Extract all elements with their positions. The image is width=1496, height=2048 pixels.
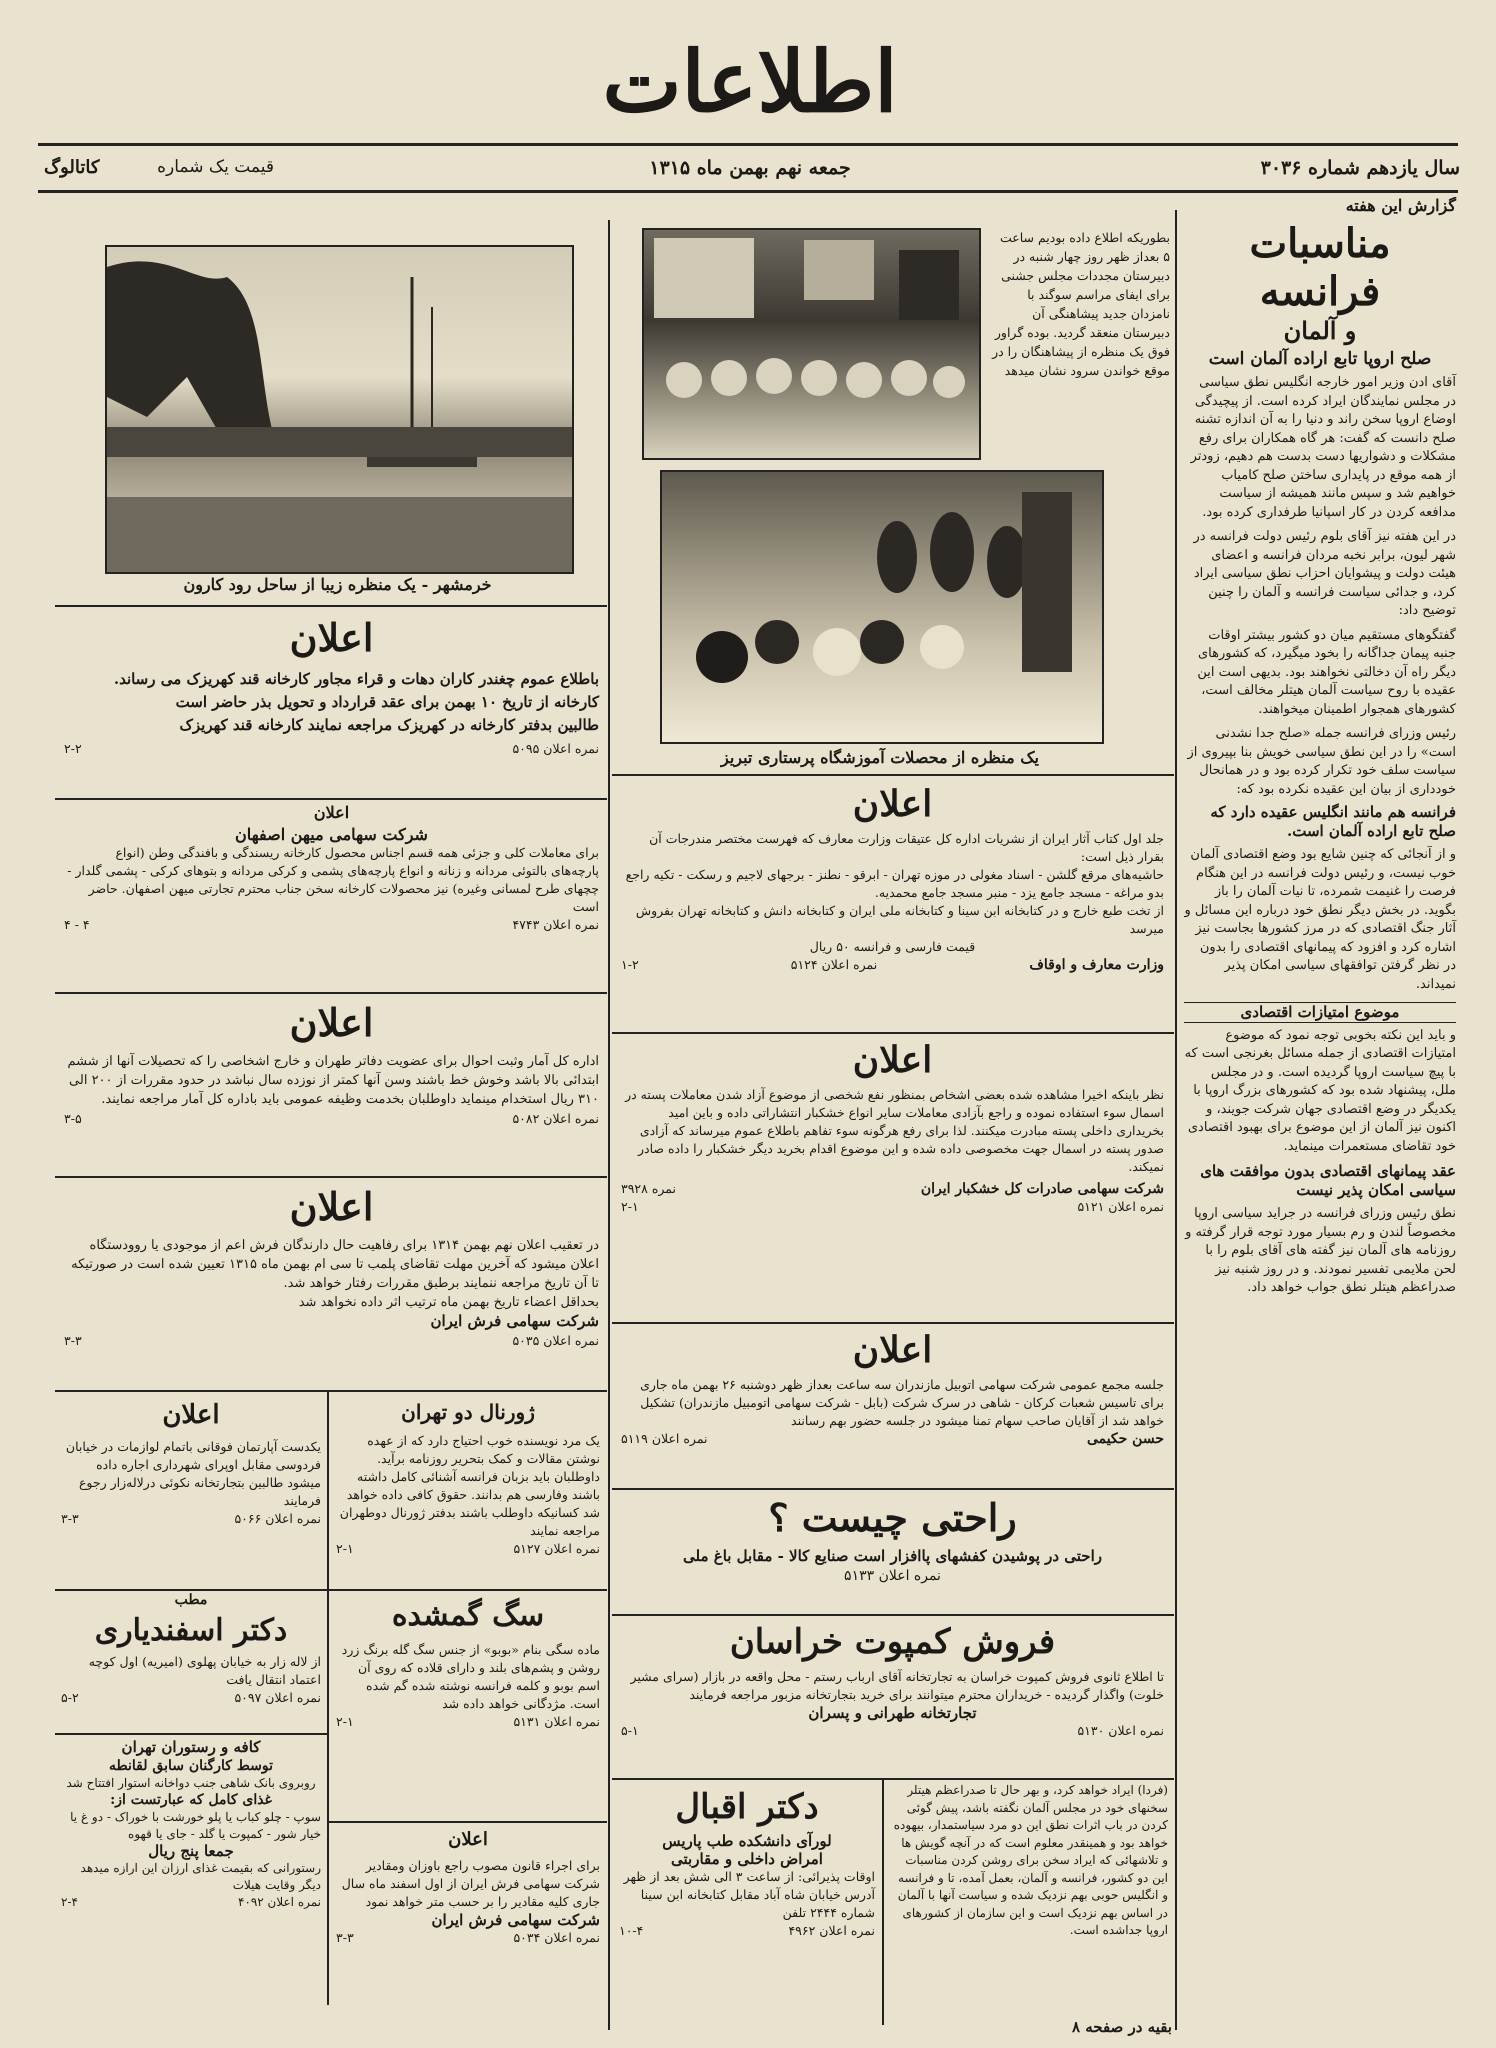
ad-dried-fruit-body: نظر باینکه اخیرا مشاهده شده بعضی اشخاص بمنظور نفع شخصی از موضوع آزاد شدن معاملات پسته در اسمال سوء استفاده نموده و راجع بآزادی معاملات سایر انواع خشکبار انتشاراتی داده و باین امید بخریداری داخلی پسته مبادرت میکنند. لذا برای رفع هرگونه سوء تفاهم باطلاع عموم میرساند که آزادی صدور پسته در اسمال جهت مخصوصی داده شده و این موضوع اقدام بخرید دیگر خشکبار را داده صادر نمیکند. [625,1087,1164,1174]
ad-comfort-ref: نمره اعلان ۵۱۳۳ [844,1568,941,1584]
ad-doctor-esfandiari-body: از لاله زار به خیابان پهلوی (امیریه) اول کوچه اعتماد انتقال یافت [88,1654,321,1687]
ad-farsh-title: اعلان [289,1184,374,1229]
ad-journal-tehran-title: ژورنال دو تهران [401,1400,535,1424]
ad-census-body: اداره کل آمار وثبت احوال برای عضویت دفاتر طهران و خارج اشخاصی را که تحصیلات آنها از ششم ابتدائی بالا باشد وخوش خط باشند وسن آنها کمتر از نوزده سال نباشد در حدود مقررات از ۲۰۰ الی ۳۱۰ ریال استخدام مینماید داوطلبان بخدمت وظیفه عمومی باید باداره کل آمار مراجعه نمایند. [67,1054,599,1107]
ad-kahrizak-code: ۲-۲ [64,741,82,756]
ad-antiquities [615,778,1170,1030]
ad-doctor-eqbal-phone: شماره ۲۴۴۴ تلفن [782,1905,875,1920]
price-note: کاتالوگ [44,157,100,178]
ad-lost-dog-code: ۲-۱ [336,1714,354,1729]
ad-farsh-body: در تعقیب اعلان نهم بهمن ۱۳۱۴ برای رفاهیت حال دارندگان فرش اعم از موجودی یا روودستگاه اعلان میشود که آخرین مهلت تقاضای پلمب تا سی ام بهمن ماه ۱۳۱۵ تعیین شده است در صورتیکه تا آن تاریخ مراجعه ننمایند برطبق مقررات رفتار خواهد شد. [71,1238,599,1291]
ad-bus-signer: حسن حکیمی [1086,1431,1164,1447]
khorramshahr-caption: خرمشهر - یک منظره زیبا از ساحل رود کارون [183,575,492,594]
report-bold-quote: فرانسه هم مانند انگلیس عقیده دارد که صلح تابع اراده آلمان است. [1210,803,1456,840]
report-bold-line: عقد پیمانهای اقتصادی بدون موافقت های سیاسی امکان پذیر نیست [1200,1162,1456,1199]
ad-carpet-law-company: شرکت سهامی فرش ایران [431,1911,600,1929]
ad-doctor-eqbal-ref: نمره اعلان ۴۹۶۲ [788,1923,875,1938]
ad-carpet-law-body: برای اجراء قانون مصوب راجع باوزان ومقادیر شرکت سهامی فرش ایران از اول اسفند ماه سال جاری کلیه مقادیر را بر حسب متر خواهد نمود [341,1858,600,1909]
ad-cafe-title: کافه و رستوران تهران [121,1738,261,1756]
ad-compote-code: ۵-۱ [621,1723,639,1738]
ad-bus [615,1324,1170,1486]
ad-comfort-body: راحتی در پوشیدن کفشهای پاافزار است صنایع کالا - مقابل باغ ملی [683,1547,1102,1565]
ad-dried-fruit-company: شرکت سهامی صادرات کل خشکبار ایران [920,1181,1164,1197]
report-body-3: رئیس وزرای فرانسه جمله «صلح جدا نشدنی است» را در این نطق سیاسی خویش بنا بپیروی از سیاست سلف خود تکرار کرده بود و در همانحال خودداری از بیان این عقیده نکرده بود که: [1187,726,1456,797]
ad-kahrizak-title: اعلان [289,615,374,660]
ad-isfahan-code: ۴ - ۴ [64,917,90,932]
ad-isfahan-body: برای معاملات کلی و جزئی همه قسم اجناس محصول کارخانه ریسندگی و بافندگی وطن (انواع پارچه‌های بالتوئی مردانه و زنانه و انواع پارچه‌های پشمی و کرکی مردانه و بتوهای کرکی - پشمی گلدار - چچهای طرح لمسانی وغیره) نیز محصولات کارخانه سخن جناب محترم تجارتی میهن اصفهان. حاضر است [67,845,599,914]
ad-antiquities-price: قیمت فارسی و فرانسه ۵۰ ریال [809,939,976,954]
ad-bus-ref: نمره اعلان ۵۱۱۹ [621,1431,708,1446]
ad-lost-dog-ref: نمره اعلان ۵۱۳۱ [513,1714,600,1729]
ad-doctor-esfandiari-kicker: مطب [174,1592,208,1608]
ad-journal-tehran-body: یک مرد نویسنده خوب احتیاج دارد که از عهده نوشتن مقالات و کمک بتحریر روزنامه برآید. داوطلبان باید بزبان فرانسه آشنائی کامل داشته باشند وفارسی هم بدانند. حقوق کافی داده خواهد شد کسانیکه داوطلب باشند بدفتر ژورنال دوطهران مراجعه نمایند [339,1433,600,1538]
report-body-5: و باید این نکته بخوبی توجه نمود که موضوع امتیازات اقتصادی از جمله مسائل بغرنجی است که با پیچ سیاست اروپا گردیده است. و در مجلس ملل، پیشنهاد شده بود که کشورهای بزرگ اروپا با یکدیگر در وضع اقتصادی جهان شرکت جویند، و اکنون نیز آلمان از این موضوع برای بهبود اقتصادی خود تقاضای مستعمرات مینماید. [1184,1027,1456,1154]
tabriz-image [662,472,1102,742]
ad-kahrizak [58,608,605,796]
scouts-caption: بطوریکه اطلاع داده بودیم ساعت ۵ بعداز ظهر روز چهار شنبه در دبیرستان مجددات مجلس جشنی برای ایفای مراسم سوگند با نامزدان جدید پیشاهنگی آن دبیرستان منعقد گردید. بوده گراور فوق یک منظره از پیشاهنگان را در موقع خواندن سرود نشان میدهد [992,230,1170,378]
report-body-4: و از آنجائی که چنین شایع بود وضع اقتصادی آلمان خوب نیست، و رئیس دولت فرانسه در این هنگام فرصت را غنیمت شمرده، تا نیات آلمان را باز بگوید. در بخش دیگر نطق خود درباره این مسائل و آثار جنگ اقتصادی که در مرز کشورها بجاست نیز اشاره کرد و افزود که پیمانهای اقتصادی را بدون در نظر گرفتن توافقهای سیاسی امکان پذیر نمیداند. [1184,847,1456,992]
ad-lost-dog [331,1591,605,1819]
ad-doctor-eqbal [615,1782,879,2022]
ad-compote-body: تا اطلاع ثانوی فروش کمپوت خراسان به تجارتخانه آقای ارباب رستم - محل واقعه در بازار (سرای مشیر خلوت) واگذار گردیده - خریداران محترم میتوانند برای خرید بتجارتخانه مزبور مراجعه فرمایند [630,1669,1164,1702]
ad-lost-dog-body: ماده سگی بنام «بوبو» از جنس سگ گله برنگ زرد روشن و پشم‌های بلند و دارای قلاده که روی آن اسم بوبو و کلمه فرانسه نوشته شده گم شده است. مژدگانی خواهد داده شد [341,1642,600,1711]
ad-kahrizak-line-3: طالبین بدفتر کارخانه در کهریزک مراجعه نمایند کارخانه قند کهریزک [179,716,599,734]
ad-doctor-esfandiari-ref: نمره اعلان ۵۰۹۷ [234,1690,321,1705]
ad-doctor-eqbal-name: دکتر اقبال [675,1787,819,1827]
ad-apartment-code: ۳-۳ [61,1511,79,1526]
ad-antiquities-ref: نمره اعلان ۵۱۲۴ [790,957,878,972]
ad-journal-tehran [331,1392,605,1587]
ad-doctor-eqbal-address: آدرس خیابان شاه آباد مقابل کتابخانه ابن سینا [640,1887,875,1902]
scouts-image [644,230,979,458]
ad-apartment-body: یکدست آپارتمان فوقانی باتمام لوازمات در خیابان فردوسی مقابل اوپرای شهرداری اجاره داده میشود طالبین بتجارتخانه نکوئی درلاله‌زار رجوع فرمایند [65,1439,321,1508]
ad-journal-tehran-ref: نمره اعلان ۵۱۲۷ [513,1541,600,1556]
ad-cafe-line-2: غذای کامل که عبارتست از: [110,1792,272,1808]
photo-scouts [642,228,981,460]
ad-cafe [56,1736,326,2036]
ad-farsh-company: شرکت سهامی فرش ایران [430,1312,599,1330]
ad-antiquities-title: اعلان [852,783,933,825]
single-issue-price: قیمت یک شماره [157,157,274,177]
ad-apartment [56,1392,326,1587]
ad-isfahan-ref: نمره اعلان ۴۷۴۳ [512,917,599,932]
ad-dried-fruit [615,1034,1170,1320]
ad-cafe-line-3: سوپ - چلو کباب یا پلو خورشت با خوراک - دو غ یا خیار شور - کمپوت یا گلد - جای یا قهوه [70,1810,321,1841]
ad-isfahan [58,800,605,990]
masthead-title: اطلاعات [602,32,898,131]
ad-doctor-esfandiari-code: ۵-۲ [61,1690,79,1705]
ad-doctor-eqbal-code: ۱۰-۴ [619,1923,644,1938]
ad-census [58,994,605,1174]
ad-census-title: اعلان [289,1000,374,1045]
ad-bus-body: جلسه مجمع عمومی شرکت سهامی اتوبیل مازندران سه ساعت بعداز ظهر دوشنبه ۲۶ بهمن ماه جاری برای تاسیس شعبات کرکان - شاهی در سرک شرکت (بابل - شرکت سهامی اتومبیل مازندران) تشکیل خواهد شد از آقایان صاحب سهام تمنا میشود در جلسه حضور بهم رسانند [640,1377,1164,1428]
ad-dried-fruit-ref2: نمره ۳۹۲۸ [621,1181,676,1196]
ad-antiquities-code: ۱-۲ [621,957,639,972]
ad-doctor-esfandiari-name: دکتر اسفندیاری [94,1613,288,1648]
photo-tabriz [660,470,1104,744]
ad-antiquities-signer: وزارت معارف و اوقاف [1029,957,1164,973]
ad-bus-title: اعلان [852,1329,933,1371]
ad-lost-dog-title: سگ گمشده [391,1598,545,1633]
ad-farsh [58,1178,605,1388]
report-quote: گفتگوهای مستقیم میان دو کشور بیشتر اوقات جنبه پیمان جداگانه را بخود میگیرد، که کشورهای دیگر راه آن دخالتی نخواهند بود. بدیهی است این عقیده با روح سیاست آلمان هیتلر مخالف است، کشورهای همجوار اطمینان میخواهند. [1197,627,1456,717]
tabriz-caption: یک منظره از محصلات آموزشگاه پرستاری تبریز [720,748,1040,767]
ad-doctor-eqbal-hours: اوقات پذیرائی: از ساعت ۳ الی شش بعد از ظهر [623,1869,875,1884]
ad-doctor-eqbal-specialty: امراض داخلی و مقاربتی [671,1850,823,1868]
german-note: (فردا) ایراد خواهد کرد، و بهر حال تا صدراعظم هیتلر سخنهای خود در مجلس آلمان نگفته باشد، پیش گوئی کردن در باب اثرات نطق این دو مرد سیاستمدار، بیهوده خواهد بود و همینقدر معلوم است که در آنچه گویش ها و تلاشهائی که ایراد سخن برای روشن کردن مناسبات این دو کشور، فرانسه و آلمان، بعمل آمده، تا و فرانسه و انگلیس حوبی بهم نزدیک شده و سیاست آنها با آلمان در اساس بهم نزدیک است و این سازمان از کشورهای اروپا جداشده است. [893,1783,1168,1937]
ad-compote [615,1616,1170,1776]
issue-date: جمعه نهم بهمن ماه ۱۳۱۵ [649,157,851,179]
ad-dried-fruit-title: اعلان [852,1039,933,1081]
ad-cafe-code: ۲-۴ [61,1895,78,1909]
ad-farsh-ref: نمره اعلان ۵۰۳۵ [512,1333,599,1348]
ad-apartment-ref: نمره اعلان ۵۰۶۶ [234,1511,321,1526]
ad-census-code: ۳-۵ [64,1111,82,1126]
ad-kahrizak-line-1: باطلاع عموم چغندر کاران دهات و قراء مجاور کارخانه قند کهریزک می رساند. [113,670,599,688]
report-headline-2: و آلمان [1283,315,1357,345]
ad-farsh-sign-line: بحداقل اعضاء تاریخ بهمن ماه ترتیب اثر داده نخواهد شد [298,1295,599,1310]
report-economic-head: موضوع امتیازات اقتصادی [1184,1002,1456,1023]
report-headline: مناسبات فرانسه [1249,219,1391,315]
ad-kahrizak-ref: نمره اعلان ۵۰۹۵ [512,741,599,756]
ad-antiquities-body-3: از تخت طبع خارج و در کتابخانه ابن سینا و کتابخانه ملی ایران و کتابخانه دانش و کتابخانه تهران بفروش میرسد [635,903,1164,936]
ad-doctor-eqbal-subtitle: لورآی دانشکده طب پاریس [662,1832,832,1850]
report-kicker: گزارش این هفته [1345,197,1456,215]
ad-carpet-law-title: اعلان [448,1829,488,1850]
ad-isfahan-company: شرکت سهامی میهن اصفهان [235,825,428,844]
ad-carpet-law [331,1823,605,2035]
ad-antiquities-body-2: حاشیه‌های مرقع گلشن - اسناد مغولی در موزه تهران - ابرقو - نطنز - برجهای لاجیم و رسکت - تکیه راجع بدو مراغه - مسجد جامع یزد - منبر مسجد جامع محمدیه. [625,867,1164,900]
ad-apartment-title: اعلان [162,1400,220,1430]
khorramshahr-image [107,247,572,572]
weekly-report [1180,197,1460,2037]
ad-isfahan-title: اعلان [313,803,350,822]
ad-kahrizak-line-2: کارخانه از تاریخ ۱۰ بهمن برای عقد قرارداد و تحویل بذر حاضر است [175,693,599,711]
ad-cafe-line-4: جمعا پنج ریال [148,1842,234,1860]
photo-khorramshahr [105,245,574,574]
ad-census-ref: نمره اعلان ۵۰۸۲ [512,1111,599,1126]
ad-cafe-subtitle: توسط کارگنان سابق لقانطه [109,1758,273,1774]
ad-cafe-line-1: روبروی بانک شاهی جنب دواخانه استوار افتتاح شد [66,1776,316,1790]
ad-antiquities-body-1: جلد اول کتاب آثار ایران از نشریات اداره کل عتیقات وزارت معارف که فهرست مختصر مندرجات آن بقرار ذیل است: [649,831,1164,864]
issue-info: سال یازدهم شماره ۳۰۳۶ [1260,157,1460,179]
ad-compote-title: فروش کمپوت خراسان [729,1622,1056,1662]
ad-carpet-law-code: ۳-۳ [336,1930,354,1945]
ad-cafe-line-5: رستورانی که بقیمت غذای ارزان این ارازه میدهد دیگر وقایت هیلات [80,1861,321,1892]
ad-journal-tehran-code: ۲-۱ [336,1541,354,1556]
report-body-6: نطق رئیس وزرای فرانسه در جراید سیاسی اروپا مخصوصاً لندن و رم بسیار مورد توجه قرار گرفته و روزنامه های آلمان نیز گفته های آقای بلوم را با لحن ملایمی تفسیر نمودند. و در روز شنبه نیز صدراعظم هیتلر نطق جواب خواهد داد. [1185,1206,1456,1295]
report-subhead: صلح اروپا تابع اراده آلمان است [1208,348,1432,369]
continued-note: بقیه در صفحه ۸ [1071,2018,1172,2036]
ad-cafe-ref: نمره اعلان ۴۰۹۲ [237,1895,321,1909]
ad-compote-ref: نمره اعلان ۵۱۳۰ [1077,1723,1164,1738]
ad-compote-company: تجارتخانه طهرانی و پسران [808,1704,977,1722]
report-body-1: آقای ادن وزیر امور خارجه انگلیس نطق سیاسی در مجلس نمایندگان ایراد کرده است. از پیچیدگی اوضاع اروپا سخن راند و دنیا را به آن اندازه تشنه صلح دانست که گفت: هر گاه همکاران برای رفع مشکلات و دشواریها دست بدست هم دهیم، زودتر از همه موقع در پایداری ساختن صلح کامیاب خواهیم شد و سپس مانند همیشه از سیاست مدافعه کردن در کار اسپانیا طرفداری کرده بود. [1190,375,1456,520]
ad-doctor-esfandiari [56,1591,326,1731]
ad-comfort-title: راحتی چیست ؟ [768,1495,1017,1540]
ad-dried-fruit-code: ۲-۱ [621,1199,639,1214]
ad-farsh-code: ۳-۳ [64,1333,82,1348]
ad-carpet-law-ref: نمره اعلان ۵۰۳۴ [513,1930,600,1945]
ad-dried-fruit-ref: نمره اعلان ۵۱۲۱ [1077,1199,1164,1214]
ad-comfort [615,1490,1170,1612]
report-body-2: در این هفته نیز آقای بلوم رئیس دولت فرانسه در شهر لیون، برابر نخبه مردان فرانسه و اعضای هیئت دولت و پیشوایان احزاب نطق سیاسی ایراد کرد، و جدائی سیاست فرانسه و آلمان را چنین توضیح داد: [1193,529,1456,618]
